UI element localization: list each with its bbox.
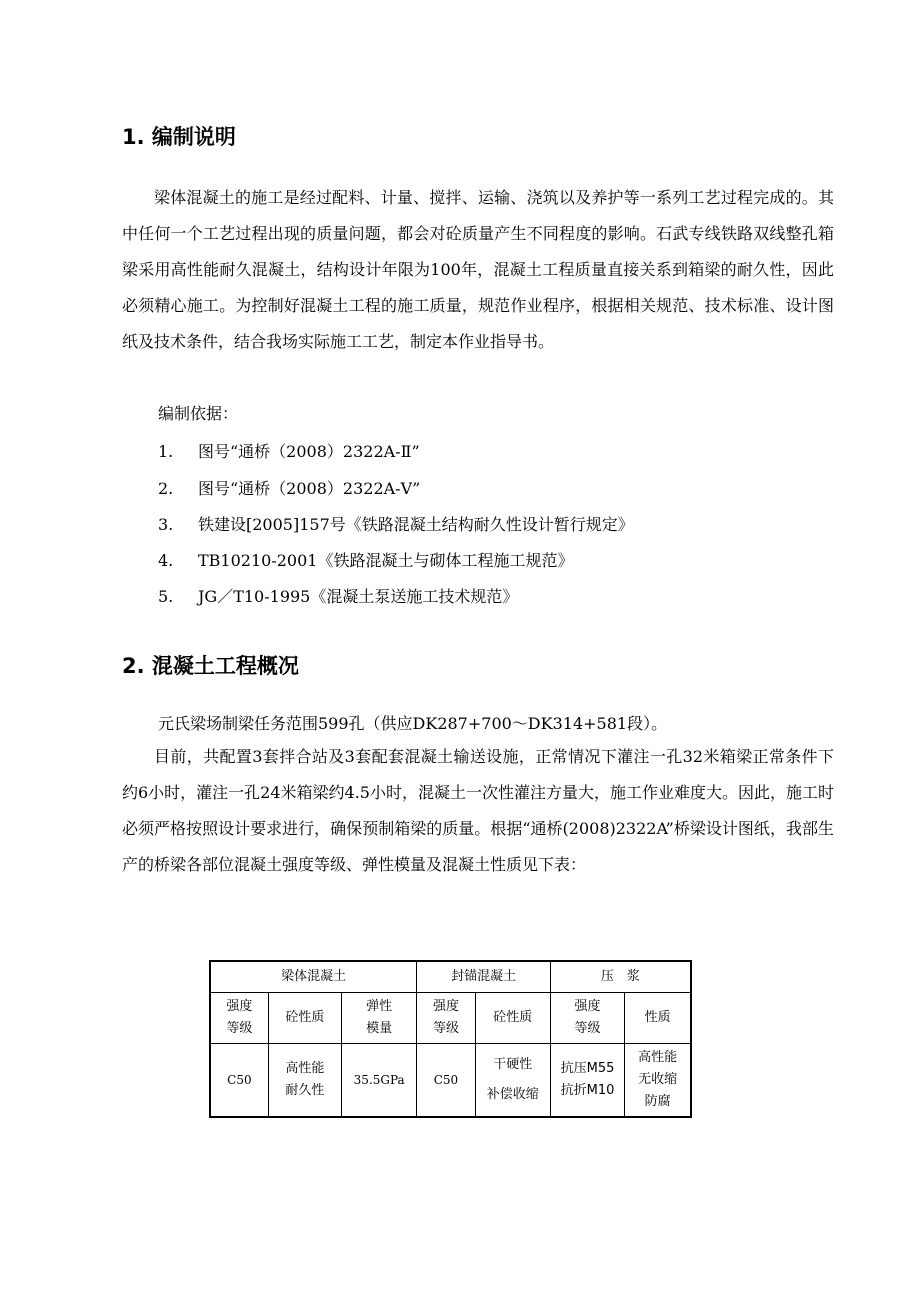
reference-text: JG／T10-1995《混凝土泵送施工技术规范》 — [198, 587, 519, 606]
reference-number: 2. — [158, 479, 174, 498]
reference-text: 图号“通桥（2008）2322A-Ⅱ” — [198, 442, 420, 461]
reference-text: 图号“通桥（2008）2322A-Ⅴ” — [198, 479, 421, 498]
table-cell: 高性能 无收缩 防腐 — [625, 1044, 691, 1118]
group-header-grouting: 压 浆 — [550, 961, 691, 993]
table-cell: 干硬性 补偿收缩 — [475, 1044, 550, 1118]
reference-number: 3. — [158, 515, 174, 534]
table-cell: C50 — [417, 1044, 475, 1118]
reference-number: 5. — [158, 587, 174, 606]
reference-text: TB10210-2001《铁路混凝土与砌体工程施工规范》 — [198, 551, 574, 570]
reference-number: 4. — [158, 551, 174, 570]
table-cell: C50 — [210, 1044, 268, 1118]
reference-number: 1. — [158, 442, 174, 461]
column-header: 强度 等级 — [210, 993, 268, 1044]
reference-item — [158, 586, 518, 608]
table-cell: 抗压M55 抗折M10 — [550, 1044, 624, 1118]
column-header: 性质 — [625, 993, 691, 1044]
reference-item — [158, 441, 420, 463]
group-header-anchor-concrete: 封锚混凝土 — [417, 961, 551, 993]
reference-item — [158, 550, 573, 572]
column-header: 砼性质 — [475, 993, 550, 1044]
table-row — [210, 1044, 691, 1118]
column-header: 砼性质 — [268, 993, 341, 1044]
column-header: 弹性 模量 — [342, 993, 417, 1044]
column-header: 强度 等级 — [550, 993, 624, 1044]
reference-text: 铁建设[2005]157号《铁路混凝土结构耐久性设计暂行规定》 — [198, 515, 634, 534]
section-2-scope-line: 元氏梁场制梁任务范围599孔（供应DK287+700～DK314+581段）。 — [158, 714, 668, 733]
section-2-paragraph: 目前，共配置3套拌合站及3套配套混凝土输送设施，正常情况下灌注一孔32米箱梁正常条件下约6小时，灌注一孔24米箱梁约4.5小时，混凝土一次性灌注方量大，施工作业难度大。因此，施工时必须严格按照设计要求进行，确保预制箱梁的质量。根据“通桥(2008)2322A”桥梁设计图纸，我部生产的桥梁各部位混凝土强度等级、弹性模量及混凝土性质见下表： — [122, 747, 834, 874]
reference-item — [158, 478, 420, 500]
section-1-paragraph: 梁体混凝土的施工是经过配料、计量、搅拌、运输、浇筑以及养护等一系列工艺过程完成的。其中任何一个工艺过程出现的质量问题，都会对砼质量产生不同程度的影响。石武专线铁路双线整孔箱梁采用高性能耐久混凝土，结构设计年限为100年，混凝土工程质量直接关系到箱梁的耐久性，因此必须精心施工。为控制好混凝土工程的施工质量，规范作业程序，根据相关规范、技术标准、设计图纸及技术条件，结合我场实际施工工艺，制定本作业指导书。 — [122, 188, 834, 351]
group-header-beam-concrete: 梁体混凝土 — [210, 961, 417, 993]
table-subheader-row — [210, 993, 691, 1044]
section-1-heading: 1. 编制说明 — [122, 125, 236, 149]
basis-label: 编制依据： — [158, 404, 239, 423]
column-header: 强度 等级 — [417, 993, 475, 1044]
section-2-heading: 2. 混凝土工程概况 — [122, 654, 299, 678]
reference-item — [158, 514, 634, 536]
table-cell: 高性能 耐久性 — [268, 1044, 341, 1118]
concrete-properties-table — [209, 960, 692, 1118]
table-cell: 35.5GPa — [342, 1044, 417, 1118]
table-header-row — [210, 961, 691, 993]
